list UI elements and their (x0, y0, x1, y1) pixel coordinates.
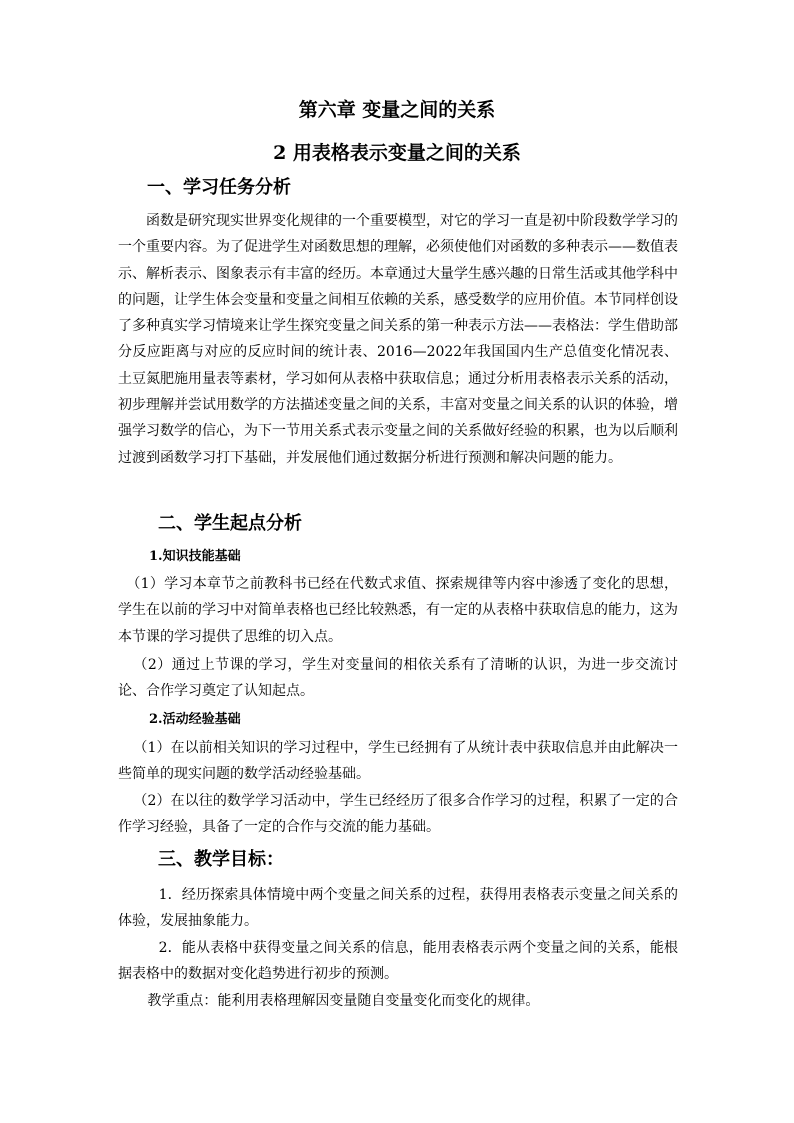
heading-teaching-goals: 三、教学目标： (158, 849, 284, 870)
subheading-activity-experience: 2.活动经验基础 (149, 712, 241, 727)
heading-learning-task-analysis: 一、学习任务分析 (147, 177, 291, 198)
section-title: 2 用表格表示变量之间的关系 (273, 142, 521, 164)
paragraph-knowledge-2: （2）通过上节课的学习，学生对变量间的相依关系有了清晰的认识，为进一步交流讨论、合作学习奠定了认知起点。 (118, 657, 678, 700)
paragraph-knowledge-1: （1）学习本章节之前教科书已经在代数式求值、探索规律等内容中渗透了变化的思想，学生在以前的学习中对简单表格也已经比较熟悉，有一定的从表格中获取信息的能力，这为本节课的学习提供了思维的切入点。 (118, 576, 678, 645)
teaching-key-point: 教学重点：能利用表格理解因变量随自变量变化而变化的规律。 (147, 993, 540, 1009)
goal-item-1: 1．经历探索具体情境中两个变量之间关系的过程，获得用表格表示变量之间关系的体验，发展抽象能力。 (118, 887, 678, 930)
paragraph-experience-1: （1）在以前相关知识的学习过程中，学生已经拥有了从统计表中获取信息并由此解决一些简单的现实问题的数学活动经验基础。 (118, 740, 678, 783)
paragraph-learning-task: 函数是研究现实世界变化规律的一个重要模型，对它的学习一直是初中阶段数学学习的一个重要内容。为了促进学生对函数思想的理解，必须使他们对函数的多种表示——数值表示、解析表示、图象表示有丰富的经历。本章通过大量学生感兴趣的日常生活或其他学科中的问题，让学生体会变量和变量之间相互依赖的关系，感受数学的应用价值。本节同样创设了多种真实学习情境来让学生探究变量之间关系的第一种表示方法——表格法：学生借助部分反应距离与对应的反应时间的统计表、2016—2022年我国国内生产总值变化情况表、土豆氮肥施用量表等素材，学习如何从表格中获取信息；通过分析用表格表示关系的活动，初步理解并尝试用数学的方法描述变量之间的关系，丰富对变量之间关系的认识的体验，增强学习数学的信心，为下一节用关系式表示变量之间的关系做好经验的积累，也为以后顺利过渡到函数学习打下基础，并发展他们通过数据分析进行预测和解决问题的能力。 (118, 213, 678, 466)
chapter-title: 第六章 变量之间的关系 (298, 99, 496, 121)
paragraph-experience-2: （2）在以往的数学学习活动中，学生已经经历了很多合作学习的过程，积累了一定的合作学习经验，具备了一定的合作与交流的能力基础。 (118, 793, 678, 836)
subheading-knowledge-skills: 1.知识技能基础 (149, 549, 241, 564)
heading-student-starting-point: 二、学生起点分析 (158, 513, 302, 534)
goal-item-2: 2．能从表格中获得变量之间关系的信息，能用表格表示两个变量之间的关系，能根据表格中的数据对变化趋势进行初步的预测。 (118, 940, 678, 983)
